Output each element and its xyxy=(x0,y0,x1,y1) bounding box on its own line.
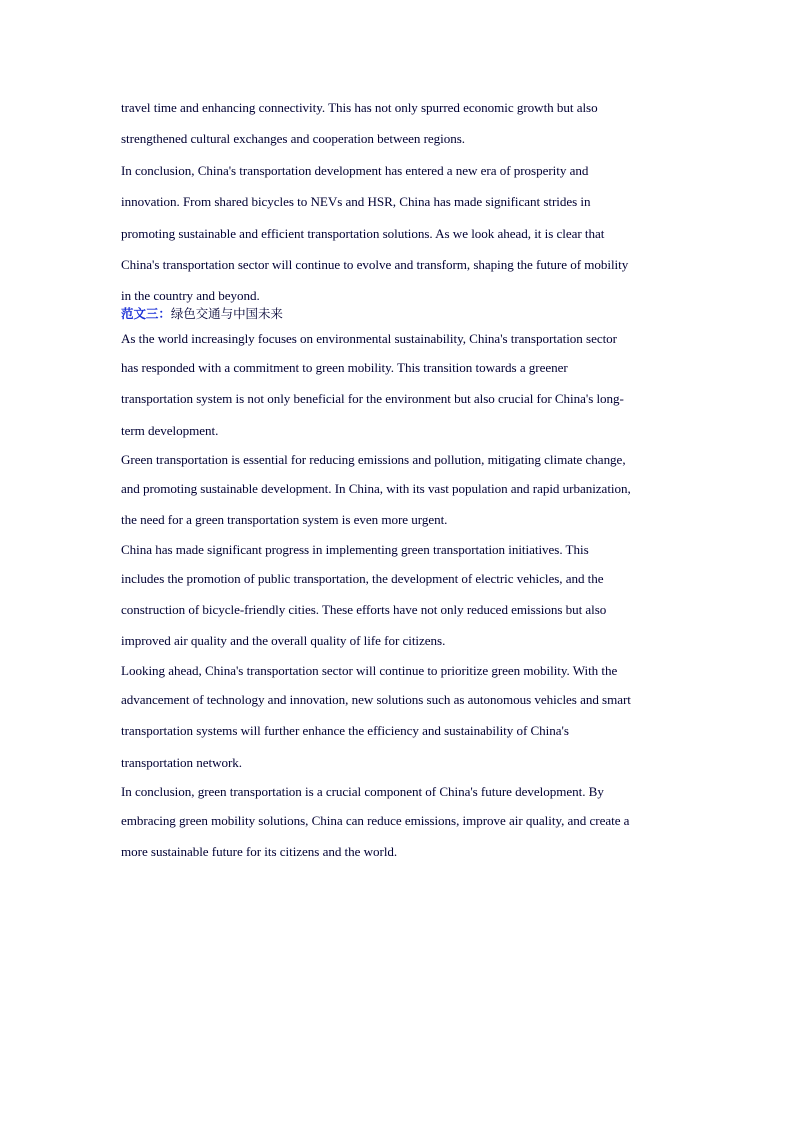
text-line: China has made significant progress in implementing green transportation initiatives. This xyxy=(121,541,589,557)
text-line: has responded with a commitment to green mobility. This transition towards a greener xyxy=(121,359,568,375)
text-line: improved air quality and the overall quality of life for citizens. xyxy=(121,633,446,649)
essay3-heading-label: 范文三： xyxy=(121,305,171,321)
text-line: the need for a green transportation system is even more urgent. xyxy=(121,512,448,528)
text-line: includes the promotion of public transportation, the development of electric vehicles, and the xyxy=(121,570,604,586)
text-line: and promoting sustainable development. In China, with its vast population and rapid urbanization, xyxy=(121,480,631,496)
text-line: In conclusion, green transportation is a crucial component of China's future development. By xyxy=(121,784,604,800)
document-body xyxy=(121,92,681,868)
text-line: construction of bicycle-friendly cities. These efforts have not only reduced emissions but also xyxy=(121,602,607,618)
text-line: innovation. From shared bicycles to NEVs and HSR, China has made significant strides in xyxy=(121,194,591,210)
text-line: strengthened cultural exchanges and cooperation between regions. xyxy=(121,131,466,147)
essay2-paragraph-end xyxy=(121,92,681,155)
text-line: travel time and enhancing connectivity. This has not only spurred economic growth but also xyxy=(121,100,598,115)
essay3-paragraph-1 xyxy=(121,325,681,446)
text-line: promoting sustainable and efficient transportation solutions. As we look ahead, it is clear that xyxy=(121,225,605,241)
text-line: transportation system is not only beneficial for the environment but also crucial for China's long- xyxy=(121,391,624,407)
essay3-paragraph-4 xyxy=(121,657,681,778)
essay3-paragraph-3 xyxy=(121,536,681,657)
text-line: Looking ahead, China's transportation sector will continue to prioritize green mobility. With the xyxy=(121,662,618,678)
text-line: As the world increasingly focuses on environmental sustainability, China's transportation sector xyxy=(121,330,617,346)
essay3-heading xyxy=(121,303,681,325)
text-line: Green transportation is essential for reducing emissions and pollution, mitigating climate change, xyxy=(121,451,626,467)
text-line: transportation network. xyxy=(121,754,243,770)
text-line: transportation systems will further enhance the efficiency and sustainability of China's xyxy=(121,723,569,739)
essay3-paragraph-2 xyxy=(121,446,681,536)
text-line: In conclusion, China's transportation development has entered a new era of prosperity and xyxy=(121,162,589,178)
text-line: in the country and beyond. xyxy=(121,288,260,304)
essay3-body xyxy=(121,325,681,868)
text-line: advancement of technology and innovation, new solutions such as autonomous vehicles and smart xyxy=(121,691,631,707)
text-line: more sustainable future for its citizens and the world. xyxy=(121,844,398,860)
essay3-heading-title: 绿色交通与中国未来 xyxy=(170,305,283,321)
text-line: China's transportation sector will continue to evolve and transform, shaping the future of mobility xyxy=(121,256,629,272)
essay2-conclusion-paragraph xyxy=(121,155,681,312)
text-line: embracing green mobility solutions, China can reduce emissions, improve air quality, and create a xyxy=(121,813,630,829)
text-line: term development. xyxy=(121,422,219,438)
essay3-paragraph-5 xyxy=(121,778,681,868)
